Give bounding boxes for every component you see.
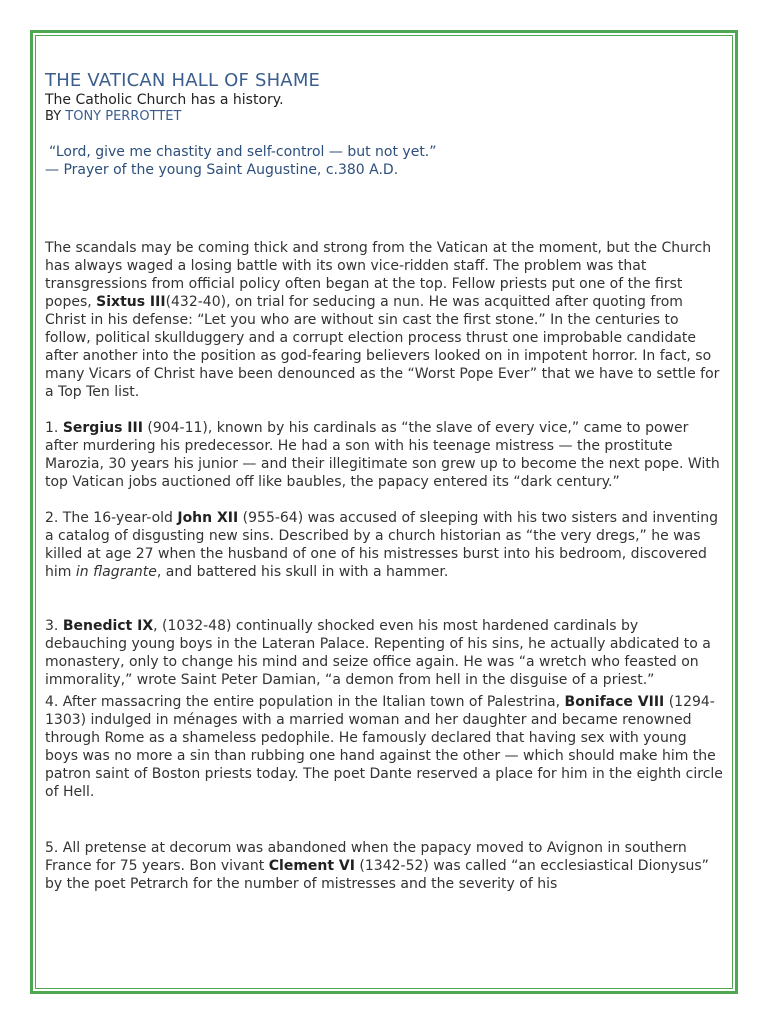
author-name: TONY PERROTTET — [65, 109, 182, 124]
item2-text-c: , and battered his skull in with a hammer. — [156, 564, 449, 580]
item2-italic: in flagrante — [75, 564, 157, 580]
item5-text-b: (1342-52) was called “an ecclesiastical Dionysus” by the poet Petrarch for the number of mistresses and the severity of his — [45, 858, 709, 892]
pope-name-benedict: Benedict IX — [62, 618, 154, 634]
list-item-3 — [45, 617, 723, 689]
byline-prefix: BY — [45, 109, 66, 124]
list-item-5 — [45, 839, 723, 893]
list-item-4 — [45, 693, 723, 801]
article-title: THE VATICAN HALL OF SHAME — [45, 70, 321, 91]
pope-name-john: John XII — [177, 510, 239, 526]
list-item-1 — [45, 419, 723, 491]
pope-name-sergius: Sergius III — [62, 420, 143, 436]
item5-text-a: 5. All pretense at decorum was abandoned when the papacy moved to Avignon in southern France for 75 years. Bon vivant — [45, 840, 687, 874]
article-subtitle: The Catholic Church has a history. — [45, 92, 284, 108]
item1-text-a: 1. — [45, 420, 63, 436]
epigraph-attribution: — Prayer of the young Saint Augustine, c.380 A.D. — [45, 162, 399, 178]
pope-name-sixtus: Sixtus III — [96, 294, 166, 310]
pope-name-boniface: Boniface VIII — [564, 694, 665, 710]
article-body — [45, 70, 723, 893]
epigraph-quote: “Lord, give me chastity and self-control — but not yet.” — [49, 144, 437, 160]
intro-paragraph — [45, 239, 723, 401]
item3-text-b: , (1032-48) continually shocked even his most hardened cardinals by debauching young boys in the Lateran Palace. Repenting of his sins, he actually abdicated to a monastery, only to change his mind and seize office again. He was “a wretch who feasted on immorality,” wrote Saint Peter Damian, “a demon from hell in the disguise of a priest.” — [45, 618, 711, 688]
item2-text-a: 2. The 16-year-old — [45, 510, 178, 526]
intro-text-b: (432-40), on trial for seducing a nun. He was acquitted after quoting from Christ in his defense: “Let you who are without sin cast the first stone.” In the centuries to follow, political skullduggery and a corrupt election process thrust one improbable candidate after another into the position as god-fearing believers looked on in impotent horror. In fact, so many Vicars of Christ have been denounced as the “Worst Pope Ever” that we have to settle for a Top Ten list. — [45, 294, 720, 400]
item2-text-b: (955-64) was accused of sleeping with his two sisters and inventing a catalog of disgusting new sins. Described by a church historian as “the very dregs,” he was killed at age 27 when the husband of one of his mistresses burst into his bedroom, discovered him — [45, 510, 718, 580]
item3-text-a: 3. — [45, 618, 63, 634]
list-item-2 — [45, 509, 723, 581]
byline — [45, 109, 723, 125]
intro-text-a: The scandals may be coming thick and strong from the Vatican at the moment, but the Church has always waged a losing battle with its own vice-ridden staff. The problem was that transgressions from official policy often began at the top. Fellow priests put one of the first popes, — [45, 240, 712, 310]
epigraph — [45, 143, 723, 179]
pope-name-clement: Clement VI — [268, 858, 355, 874]
item4-text-b: (1294-1303) indulged in ménages with a married woman and her daughter and became renowned through Rome as a shameless pedophile. He famously declared that having sex with young boys was no more a sin than rubbing one hand against the other — which should make him the patron saint of Boston priests today. The poet Dante reserved a place for him in the eighth circle of Hell. — [45, 694, 723, 800]
item1-text-b: (904-11), known by his cardinals as “the slave of every vice,” came to power after murdering his predecessor. He had a son with his teenage mistress — the prostitute Marozia, 30 years his junior — and their illegitimate son grew up to become the next pope. With top Vatican jobs auctioned off like baubles, the papacy entered its “dark century.” — [45, 420, 720, 490]
item4-text-a: 4. After massacring the entire population in the Italian town of Palestrina, — [45, 694, 565, 710]
